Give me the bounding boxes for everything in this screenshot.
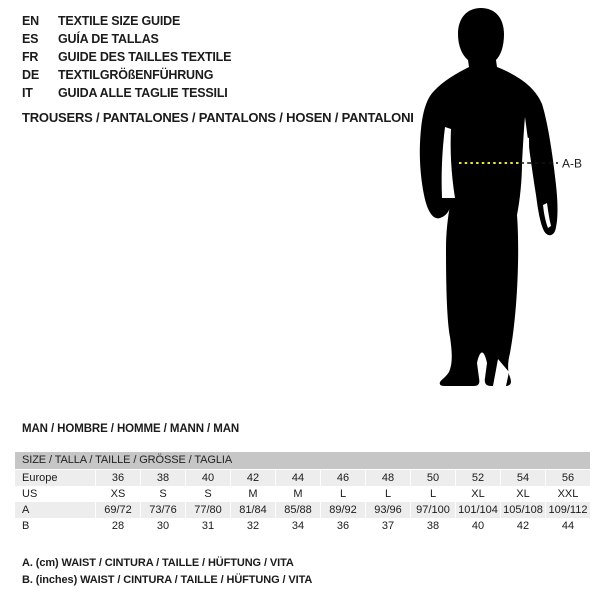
table-row-europe	[15, 470, 590, 486]
language-code: ES	[22, 32, 39, 46]
measure-label: A-B	[562, 156, 583, 171]
table-cell: 38	[140, 470, 185, 486]
table-cell: 97/100	[410, 502, 455, 518]
language-code: FR	[22, 50, 39, 64]
table-cell: 81/84	[230, 502, 275, 518]
table-cell: 40	[455, 518, 500, 534]
language-code: IT	[22, 86, 33, 100]
table-cell: 101/104	[455, 502, 500, 518]
language-row	[22, 12, 231, 30]
table-cell: 89/92	[320, 502, 365, 518]
table-cell: 42	[500, 518, 545, 534]
table-cell: XS	[95, 486, 140, 502]
table-cell: L	[320, 486, 365, 502]
table-cell: 42	[230, 470, 275, 486]
table-cell: XL	[500, 486, 545, 502]
table-cell: 73/76	[140, 502, 185, 518]
language-label: GUIDA ALLE TAGLIE TESSILI	[58, 86, 228, 100]
language-code: EN	[22, 14, 39, 28]
table-cell: 34	[275, 518, 320, 534]
row-label: US	[22, 488, 38, 500]
table-cell: 40	[185, 470, 230, 486]
language-label: TEXTILGRÖßENFÜHRUNG	[58, 68, 214, 82]
table-row-a-cm	[15, 502, 590, 518]
row-label: A	[22, 504, 30, 516]
table-cell: 48	[365, 470, 410, 486]
language-label: GUÍA DE TALLAS	[58, 32, 159, 46]
table-cell: 37	[365, 518, 410, 534]
table-cell: 105/108	[500, 502, 545, 518]
table-cell: 36	[320, 518, 365, 534]
table-cell: 54	[500, 470, 545, 486]
table-cell: 46	[320, 470, 365, 486]
table-cell: 52	[455, 470, 500, 486]
table-cell: 32	[230, 518, 275, 534]
table-cell: 93/96	[365, 502, 410, 518]
table-cell: S	[140, 486, 185, 502]
language-code: DE	[22, 68, 39, 82]
table-section-title: MAN / HOMBRE / HOMME / MANN / MAN	[22, 423, 240, 435]
language-row	[22, 48, 231, 66]
row-label: B	[22, 520, 30, 532]
table-cell: 56	[545, 470, 590, 486]
language-list	[22, 12, 231, 102]
table-cell: L	[410, 486, 455, 502]
table-cell: 85/88	[275, 502, 320, 518]
table-cell: XL	[455, 486, 500, 502]
language-row	[22, 66, 231, 84]
table-cell: 44	[275, 470, 320, 486]
table-cell: 50	[410, 470, 455, 486]
silhouette-body	[420, 8, 558, 386]
footnote-b: B. (inches) WAIST / CINTURA / TAILLE / HÜFTUNG / VITA	[22, 574, 313, 586]
language-label: TEXTILE SIZE GUIDE	[58, 14, 181, 28]
size-table-header: SIZE / TALLA / TAILLE / GRÖSSE / TAGLIA	[15, 452, 590, 469]
table-cell: 109/112	[545, 502, 590, 518]
table-row-b-inches	[15, 518, 590, 534]
table-cell: 44	[545, 518, 590, 534]
table-cell: 38	[410, 518, 455, 534]
footnote-a: A. (cm) WAIST / CINTURA / TAILLE / HÜFTUNG / VITA	[22, 557, 294, 569]
table-cell: L	[365, 486, 410, 502]
table-cell: M	[275, 486, 320, 502]
language-row	[22, 30, 231, 48]
table-cell: 28	[95, 518, 140, 534]
language-label: GUIDE DES TAILLES TEXTILE	[58, 50, 232, 64]
table-cell: 36	[95, 470, 140, 486]
garment-title: TROUSERS / PANTALONES / PANTALONS / HOSEN / PANTALONI	[22, 110, 414, 125]
table-cell: 31	[185, 518, 230, 534]
table-cell: 77/80	[185, 502, 230, 518]
row-label: Europe	[22, 472, 58, 484]
measurement-footnotes	[22, 555, 312, 589]
man-silhouette	[405, 5, 595, 400]
language-row	[22, 84, 231, 102]
table-cell: M	[230, 486, 275, 502]
table-cell: S	[185, 486, 230, 502]
table-row-us	[15, 486, 590, 502]
table-cell: 30	[140, 518, 185, 534]
table-cell: XXL	[545, 486, 590, 502]
size-table	[15, 452, 590, 534]
table-cell: 69/72	[95, 502, 140, 518]
